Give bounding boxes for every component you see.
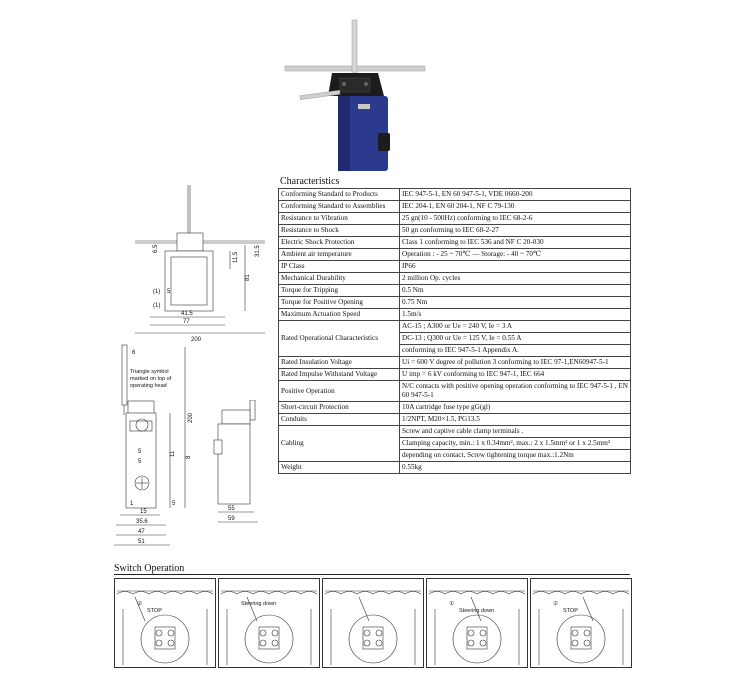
- spec-value: 0.75 Nm: [400, 297, 631, 309]
- spec-value: depending on contact, Screw tightening torque max.:1.2Nm: [400, 450, 631, 462]
- dim-f-1: 1: [130, 501, 134, 507]
- spec-label: Rated Impulse Withstand Voltage: [279, 369, 400, 381]
- dim-f-47: 47: [138, 529, 145, 535]
- spec-label: Electric Shock Protection: [279, 237, 400, 249]
- switch-panel-label: ①: [449, 601, 454, 607]
- spec-value: AC-15 ; A300 or Ue = 240 V, Ie = 3 A: [400, 321, 631, 333]
- front-view-drawing: [110, 343, 220, 553]
- top-head-outline: [177, 233, 203, 251]
- spec-label: Torque for Positive Opening: [279, 297, 400, 309]
- spec-row: [279, 273, 631, 285]
- spec-label: Ambient air temperature: [279, 249, 400, 261]
- switch-operation-divider: [114, 574, 630, 575]
- dim-f-8: 8: [186, 455, 192, 459]
- spec-row: [279, 261, 631, 273]
- spec-row: [279, 237, 631, 249]
- dim-f-5b: 5: [138, 459, 142, 465]
- top-view-drawing: [115, 185, 275, 343]
- switch-panel-label: ②: [137, 601, 142, 607]
- dim-note-1b: (1): [153, 303, 161, 309]
- switch-panel-label: Steering down: [459, 608, 495, 614]
- dim-f-6: 6: [132, 350, 136, 356]
- spec-value: Screw and captive cable clamp terminals .: [400, 426, 631, 438]
- spec-row: [279, 213, 631, 225]
- switch-operation-panels: [114, 578, 630, 668]
- side-view-drawing: [212, 400, 272, 550]
- dim-s-55: 55: [228, 506, 235, 512]
- dim-5: 5: [167, 289, 171, 295]
- spec-row: [279, 462, 631, 474]
- spec-value: 25 gn(10 - 500Hz) conforming to IEC 68-2-6: [400, 213, 631, 225]
- switch-panel-2: [218, 578, 320, 668]
- spec-value: Ui = 600 V degree of pollution 3 conforming to IEC 97-1,EN60947-5-1: [400, 357, 631, 369]
- switch-panel-label: Steering down: [241, 601, 277, 607]
- spec-label: Mechanical Durability: [279, 273, 400, 285]
- characteristics-title: Characteristics: [280, 176, 340, 187]
- spec-label: Resistance to Shock: [279, 225, 400, 237]
- spec-value: 50 gn conforming to IEC 68-2-27: [400, 225, 631, 237]
- switch-panel-illustration: [115, 579, 215, 667]
- spec-value: DC-13 ; Q300 or Ue = 125 V, Ie = 0.55 A: [400, 333, 631, 345]
- spec-value: 0.5 Nm: [400, 285, 631, 297]
- dim-f-51: 51: [138, 539, 145, 545]
- spec-label: IP Class: [279, 261, 400, 273]
- switch-panel-3: [322, 578, 424, 668]
- dim-f-11: 11: [170, 450, 176, 457]
- spec-row: [279, 357, 631, 369]
- spec-row: [279, 201, 631, 213]
- spec-label: Rated Operational Characteristics: [279, 321, 400, 357]
- spec-label: Cabling: [279, 426, 400, 462]
- dim-f-5a: 5: [138, 449, 142, 455]
- dim-11-5: 11.5: [233, 251, 239, 263]
- switch-operation-title: Switch Operation: [114, 563, 185, 574]
- spec-label: Rated Insulation Voltage: [279, 357, 400, 369]
- switch-panel-4: [426, 578, 528, 668]
- side-body-outline: [218, 424, 250, 504]
- dim-note-1a: (1): [153, 289, 161, 295]
- front-rod: [122, 345, 127, 405]
- spec-label: Conforming Standard to Products: [279, 189, 400, 201]
- switch-panel-illustration: [531, 579, 631, 667]
- spec-row: [279, 426, 631, 438]
- spec-value: Operation : - 25 ~ 70℃ — Storage: - 40 ~ 70℃: [400, 249, 631, 261]
- spec-label: Positive Operation: [279, 381, 400, 402]
- spec-label: Conduits: [279, 414, 400, 426]
- spec-value: 10A cartridge fuse type gG(gl): [400, 402, 631, 414]
- switch-panel-label: STOP: [147, 608, 162, 614]
- dim-31-5: 31.5: [255, 245, 261, 257]
- spec-value: 1.5m/s: [400, 309, 631, 321]
- spec-label: Resistance to Vibration: [279, 213, 400, 225]
- spec-row: [279, 225, 631, 237]
- spec-value: IP66: [400, 261, 631, 273]
- conduit-entry: [378, 133, 390, 151]
- spec-row: [279, 297, 631, 309]
- spec-value: Class 1 conforming to IEC 536 and NF C 20-030: [400, 237, 631, 249]
- dim-s-59: 59: [228, 516, 235, 522]
- spec-label: Torque for Tripping: [279, 285, 400, 297]
- dim-f-15: 15: [140, 509, 147, 515]
- spec-label: Maximum Actuation Speed: [279, 309, 400, 321]
- spec-value: IEC 947-5-1, EN 60 947-5-1, VDE 0660-200: [400, 189, 631, 201]
- switch-panel-label: STOP: [563, 608, 578, 614]
- dim-200: 200: [191, 337, 202, 343]
- switch-panel-5: [530, 578, 632, 668]
- spec-value: 1/2NPT, M20×1.5, PG13.5: [400, 414, 631, 426]
- spec-row: [279, 321, 631, 333]
- spec-row: [279, 381, 631, 402]
- characteristics-table: [278, 188, 631, 474]
- switch-panel-illustration: [219, 579, 319, 667]
- dim-81: 81: [245, 274, 251, 281]
- dim-f-200: 200: [188, 412, 194, 423]
- note-line-2: marked on top of: [130, 376, 172, 382]
- dim-41-5: 41.5: [181, 311, 193, 317]
- spec-value: conforming to IEC 947-5-1 Appendix A.: [400, 345, 631, 357]
- spec-value: 0.55kg: [400, 462, 631, 474]
- spec-row: [279, 414, 631, 426]
- switch-panel-1: [114, 578, 216, 668]
- dim-77: 77: [183, 319, 190, 325]
- switch-panel-label: ②: [553, 601, 558, 607]
- dim-f-35-6: 35.6: [136, 519, 148, 525]
- note-line-1: Triangle symbol: [130, 369, 169, 375]
- spec-value: U imp = 6 kV conforming to IEC 947-1, IEC 664: [400, 369, 631, 381]
- spec-label: Conforming Standard to Assemblies: [279, 201, 400, 213]
- dim-6-5: 6.5: [153, 244, 159, 253]
- spec-label: Weight: [279, 462, 400, 474]
- spec-label: Short-circuit Protection: [279, 402, 400, 414]
- spec-value: N/C contacts with positive opening operation conforming to IEC 947-5-1 , EN 60 947-5-1: [400, 381, 631, 402]
- spec-value: 2 million Op. cycles: [400, 273, 631, 285]
- top-body-outline: [165, 251, 213, 311]
- spec-row: [279, 189, 631, 201]
- spec-value: IEC 204-1, EN 60 204-1, NF C 79-130: [400, 201, 631, 213]
- spec-row: [279, 402, 631, 414]
- product-photo: [280, 18, 430, 178]
- vertical-rod: [352, 20, 357, 80]
- spec-row: [279, 285, 631, 297]
- switch-panel-illustration: [427, 579, 527, 667]
- dim-f-5c: 5: [172, 501, 176, 507]
- spec-row: [279, 249, 631, 261]
- spec-value: Clamping capacity, min.: 1 x 0.34mm², max.: 2 x 1.5mm² or 1 x 2.5mm²: [400, 438, 631, 450]
- spec-row: [279, 369, 631, 381]
- note-line-3: operating head: [130, 383, 167, 389]
- spec-row: [279, 309, 631, 321]
- switch-panel-illustration: [323, 579, 423, 667]
